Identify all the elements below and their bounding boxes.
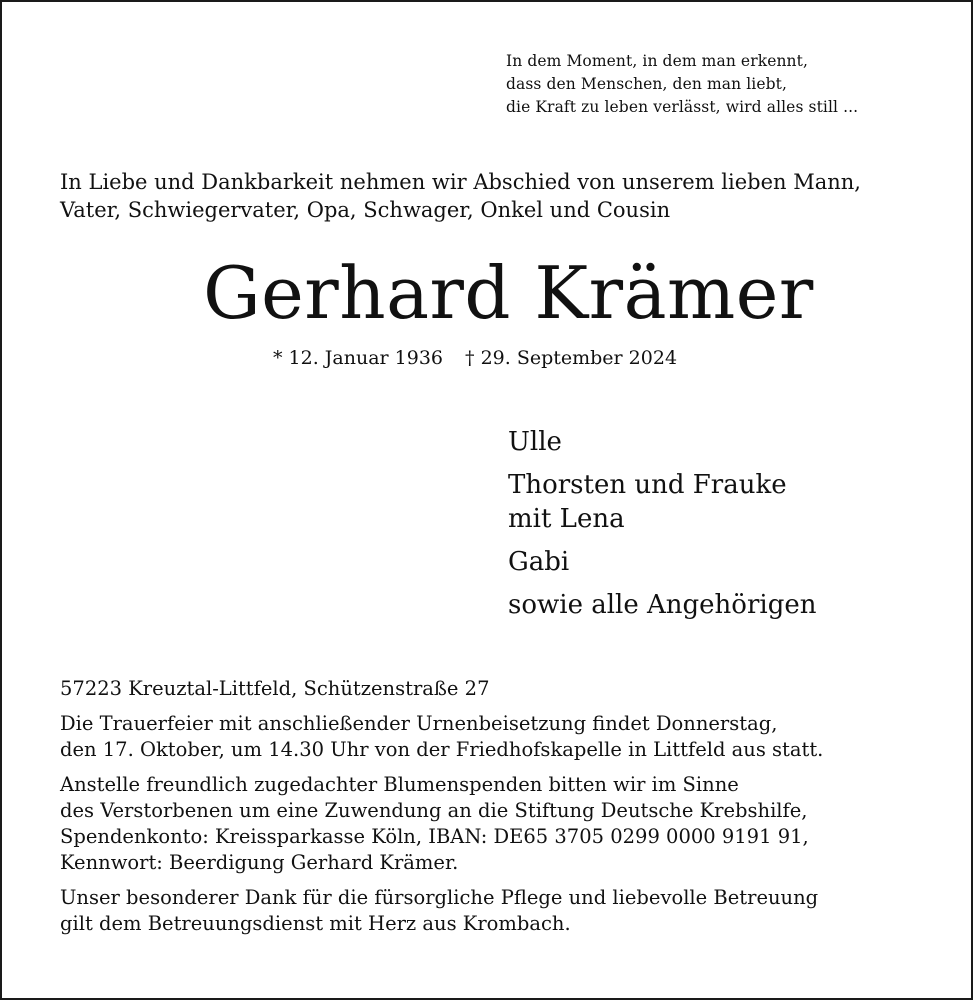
mourner-name: mit Lena [508, 504, 625, 534]
text-line: Die Trauerfeier mit anschließender Urnenbeisetzung findet Donnerstag, [60, 712, 778, 735]
mourner-group [508, 425, 816, 459]
quote-line: die Kraft zu leben verlässt, wird alles still ... [506, 98, 859, 116]
quote-line: dass den Menschen, den man liebt, [506, 75, 787, 93]
life-dates [273, 345, 677, 371]
quote-block [506, 50, 858, 119]
birth-date: * 12. Januar 1936 [273, 347, 444, 369]
funeral-info [60, 711, 940, 763]
text-line: gilt dem Betreuungsdienst mit Herz aus Krombach. [60, 912, 571, 935]
intro-line: In Liebe und Dankbarkeit nehmen wir Abschied von unserem lieben Mann, [60, 170, 861, 194]
text-line: den 17. Oktober, um 14.30 Uhr von der Friedhofskapelle in Littfeld aus statt. [60, 738, 824, 761]
mourner-group [508, 545, 816, 579]
text-line: Anstelle freundlich zugedachter Blumenspenden bitten wir im Sinne [60, 773, 739, 796]
intro-line: Vater, Schwiegervater, Opa, Schwager, Onkel und Cousin [60, 198, 671, 222]
text-line: des Verstorbenen um eine Zuwendung an die Stiftung Deutsche Krebshilfe, [60, 799, 808, 822]
mourner-name: sowie alle Angehörigen [508, 590, 817, 620]
text-line: Spendenkonto: Kreissparkasse Köln, IBAN: DE65 3705 0299 0000 9191 91, [60, 825, 809, 848]
notice-body [60, 676, 940, 946]
mourner-group [508, 588, 816, 622]
mourner-name: Gabi [508, 547, 570, 577]
donation-info [60, 772, 940, 876]
mourner-name: Thorsten und Frauke [508, 470, 787, 500]
mourners-list [508, 425, 816, 631]
text-line: Kennwort: Beerdigung Gerhard Krämer. [60, 851, 459, 874]
quote-line: In dem Moment, in dem man erkennt, [506, 52, 808, 70]
thanks-info [60, 885, 940, 937]
deceased-name: Gerhard Krämer [203, 251, 814, 335]
death-date: † 29. September 2024 [465, 347, 678, 369]
intro-text [60, 168, 861, 224]
mourner-group [508, 468, 816, 536]
text-line: Unser besonderer Dank für die fürsorgliche Pflege und liebevolle Betreuung [60, 886, 819, 909]
address-line: 57223 Kreuztal-Littfeld, Schützenstraße 27 [60, 677, 490, 700]
mourner-name: Ulle [508, 427, 562, 457]
